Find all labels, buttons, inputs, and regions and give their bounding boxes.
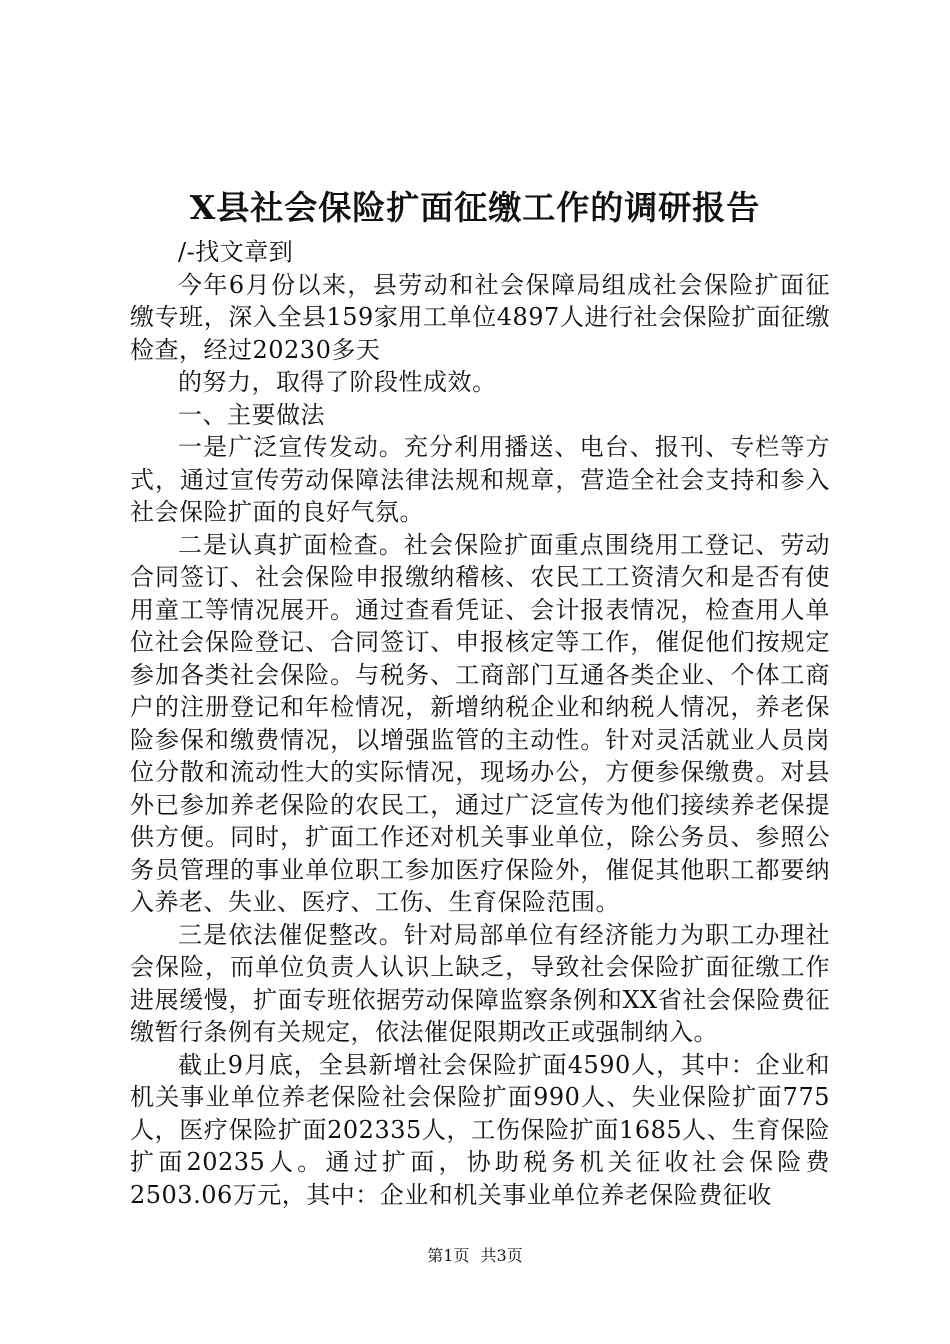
section-heading: 一、主要做法 — [178, 400, 325, 429]
document-body — [130, 236, 830, 1211]
page-number: 第1页 — [427, 1246, 470, 1265]
paragraph-results: 截止9月底，全县新增社会保险扩面4590人，其中：企业和机关事业单位养老保险社会保险扩面990人、失业保险扩面775人，医疗保险扩面202335人，工伤保险扩面1685人、生育保险扩面20235人。通过扩面，协助税务机关征收社会保险费2503.06万元，其中：企业和机关事业单位养老保险费征收 — [130, 1050, 830, 1209]
intro-paragraph: 今年6月份以来，县劳动和社会保障局组成社会保险扩面征缴专班，深入全县159家用工单位4897人进行社会保险扩面征缴检查，经过20230多天 — [130, 270, 830, 364]
paragraph-inspection: 二是认真扩面检查。社会保险扩面重点围绕用工登记、劳动合同签订、社会保险申报缴纳稽核、农民工工资清欠和是否有使用童工等情况展开。通过查看凭证、会计报表情况，检查用人单位社会保险登记、合同签订、申报核定等工作，催促他们按规定参加各类社会保险。与税务、工商部门互通各类企业、个体工商户的注册登记和年检情况，新增纳税企业和纳税人情况，养老保险参保和缴费情况，以增强监管的主动性。针对灵活就业人员岗位分散和流动性大的实际情况，现场办公，方便参保缴费。对县外已参加养老保险的农民工，通过广泛宣传为他们接续养老保提供方便。同时，扩面工作还对机关事业单位，除公务员、参照公务员管理的事业单位职工参加医疗保险外，催促其他职工都要纳入养老、失业、医疗、工伤、生育保险范围。 — [130, 530, 830, 916]
intro-continuation: 的努力，取得了阶段性成效。 — [178, 368, 497, 396]
document-title: X县社会保险扩面征缴工作的调研报告 — [189, 188, 761, 227]
paragraph-rectification: 三是依法催促整改。针对局部单位有经济能力为职工办理社会保险，而单位负责人认识上缺乏，导致社会保险扩面征缴工作进展缓慢，扩面专班依据劳动保障监察条例和XX省社会保险费征缴暂行条例有关规定，依法催促限期改正或强制纳入。 — [130, 920, 830, 1046]
page-footer — [0, 1245, 950, 1267]
paragraph-publicity: 一是广泛宣传发动。充分利用播送、电台、报刊、专栏等方式，通过宣传劳动保障法律法规和规章，营造全社会支持和参入社会保险扩面的良好气氛。 — [130, 433, 830, 526]
source-note: /-找文章到 — [178, 238, 294, 266]
page-total: 共3页 — [480, 1246, 523, 1265]
